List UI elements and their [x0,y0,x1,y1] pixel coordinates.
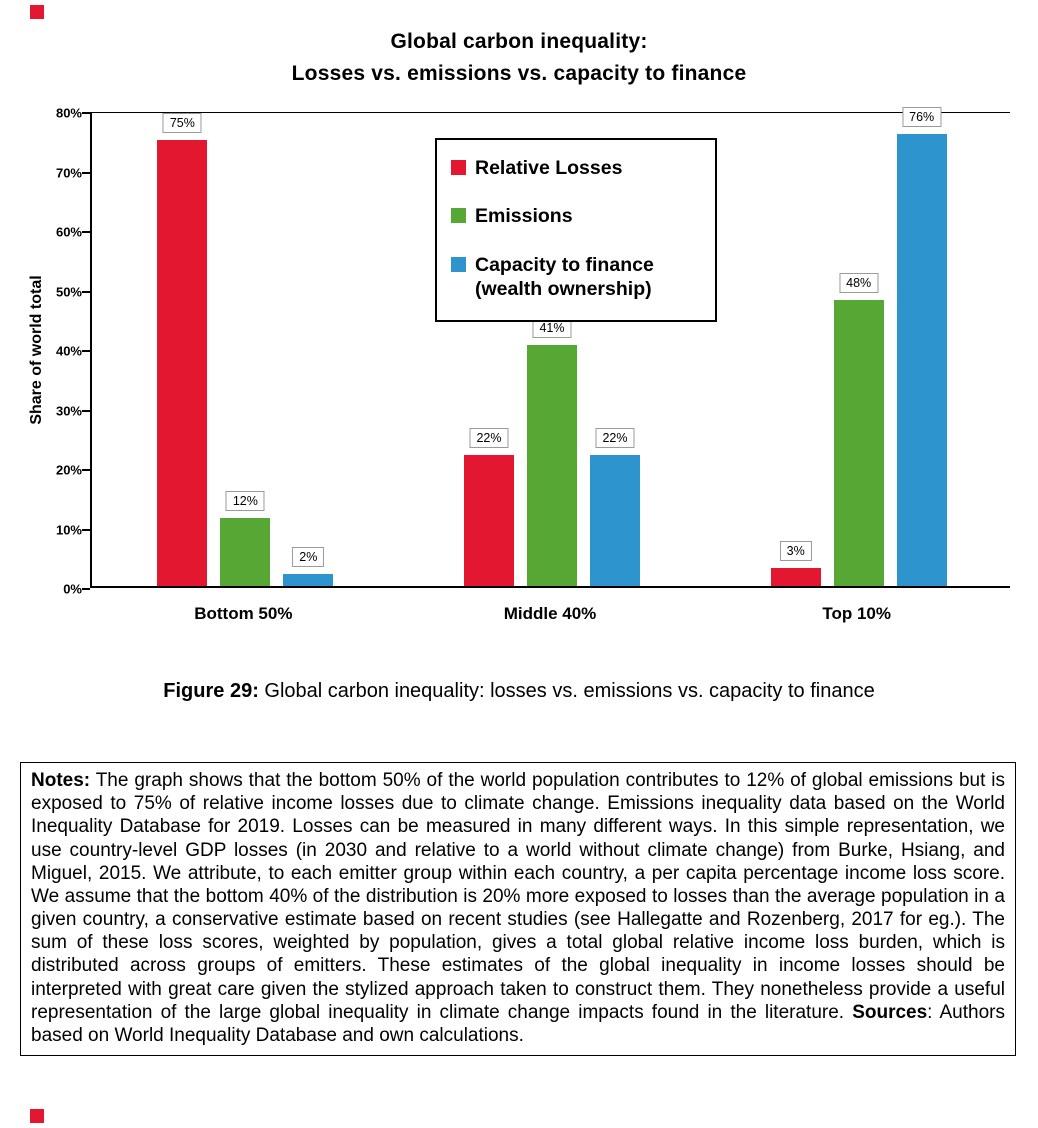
legend-swatch-green [451,208,466,223]
x-category-label-top-10: Top 10% [822,604,891,623]
bar-capacity-to-finance-wealth-ownership-middle-40 [590,455,640,586]
figure-caption-number: Figure 29: [163,680,259,702]
bar-value-label: 22% [469,428,508,448]
bar-chart [0,105,1038,652]
chart-title [0,26,1038,89]
legend-swatch-blue [451,257,466,272]
bar-relative-losses-top-10 [771,568,821,586]
bar-value-label: 22% [595,428,634,448]
y-tick-mark [82,410,90,412]
bar-capacity-to-finance-wealth-ownership-bottom-50 [283,574,333,586]
y-tick-mark [82,291,90,293]
y-tick-label: 40% [55,343,82,359]
bar-value-label: 75% [163,113,202,133]
bar-capacity-to-finance-wealth-ownership-top-10 [897,134,947,586]
y-tick-mark [82,469,90,471]
y-tick-mark [82,350,90,352]
y-tick-label: 20% [55,462,82,478]
x-axis-labels [90,588,1010,628]
legend-label-capacity-line1: Capacity to finance [475,253,654,276]
bar-value-label: 48% [839,273,878,293]
y-tick-label: 10% [55,522,82,537]
y-tick-mark [82,112,90,114]
y-axis-label: Share of world total [28,275,45,425]
bar-relative-losses-middle-40 [464,455,514,586]
red-corner-marker-bottom [30,1109,44,1123]
notes-body: The graph shows that the bottom 50% of the world population contributes to 12% of global emissions but is exposed to 75% of relative income losses due to climate change. Emissions inequality data based on the World Inequality Database for 2019. Losses can be measured in many different ways. In this simple representation, we use country-level GDP losses (in 2030 and relative to a world without climate change) from Burke, Hsiang, and Miguel, 2015. We attribute, to each emitter group within each country, a per capita percentage income loss score. We assume that the bottom 40% of the distribution is 20% more exposed to losses than the average population in a given country, a conservative estimate based on recent studies (see Hallegatte and Rozenberg, 2017 for eg.). The sum of these loss scores, weighted by population, gives a total global relative income loss burden, which is distributed across groups of emitters. These estimates of the global inequality in income losses should be interpreted with great care given the stylized approach taken to construct them. They nonetheless provide a useful representation of the large global inequality in climate change impacts found in the literature. [31,770,1005,1023]
y-tick-mark [82,172,90,174]
chart-title-line1: Global carbon inequality: [390,30,648,53]
legend-label-emissions: Emissions [475,205,573,228]
figure-caption-text: Global carbon inequality: losses vs. emissions vs. capacity to finance [258,680,875,702]
legend-swatch-red [451,160,466,175]
bar-value-label: 2% [292,547,324,567]
bar-emissions-middle-40 [527,345,577,586]
x-category-label-middle-40: Middle 40% [503,604,597,623]
bar-value-label: 12% [226,491,265,511]
bar-emissions-bottom-50 [220,518,270,586]
legend [435,138,717,322]
sources-label: Sources [852,1001,928,1023]
chart-title-line2: Losses vs. emissions vs. capacity to finance [291,61,747,85]
legend-label-relative-losses: Relative Losses [475,157,623,179]
bar-value-label: 41% [532,318,571,338]
legend-label-capacity-line2: (wealth ownership) [475,278,652,301]
notes-box [20,762,1016,1056]
y-tick-mark [82,529,90,531]
y-tick-mark [82,231,90,233]
y-tick-mark [82,588,90,590]
y-tick-label: 0% [63,581,82,597]
notes-label: Notes: [31,770,91,791]
y-tick-label: 80% [55,105,82,121]
legend-item-emissions [451,204,701,228]
legend-item-capacity-to-finance [451,253,701,302]
bar-relative-losses-bottom-50 [157,140,207,586]
figure-caption [0,680,1038,703]
y-tick-label: 70% [55,165,82,180]
y-tick-label: 50% [55,284,82,299]
sources-text: : Authors based on World Inequality Database and own calculations. [31,1001,1005,1046]
bar-emissions-top-10 [834,300,884,586]
y-tick-label: 30% [55,403,82,418]
bar-value-label: 3% [780,541,812,561]
y-tick-label: 60% [55,224,82,240]
red-corner-marker-top [30,5,44,19]
x-category-label-bottom-50: Bottom 50% [194,604,293,623]
legend-item-relative-losses [451,156,701,180]
bar-value-label: 76% [902,107,941,127]
legend-label-capacity-to-finance [475,253,654,302]
